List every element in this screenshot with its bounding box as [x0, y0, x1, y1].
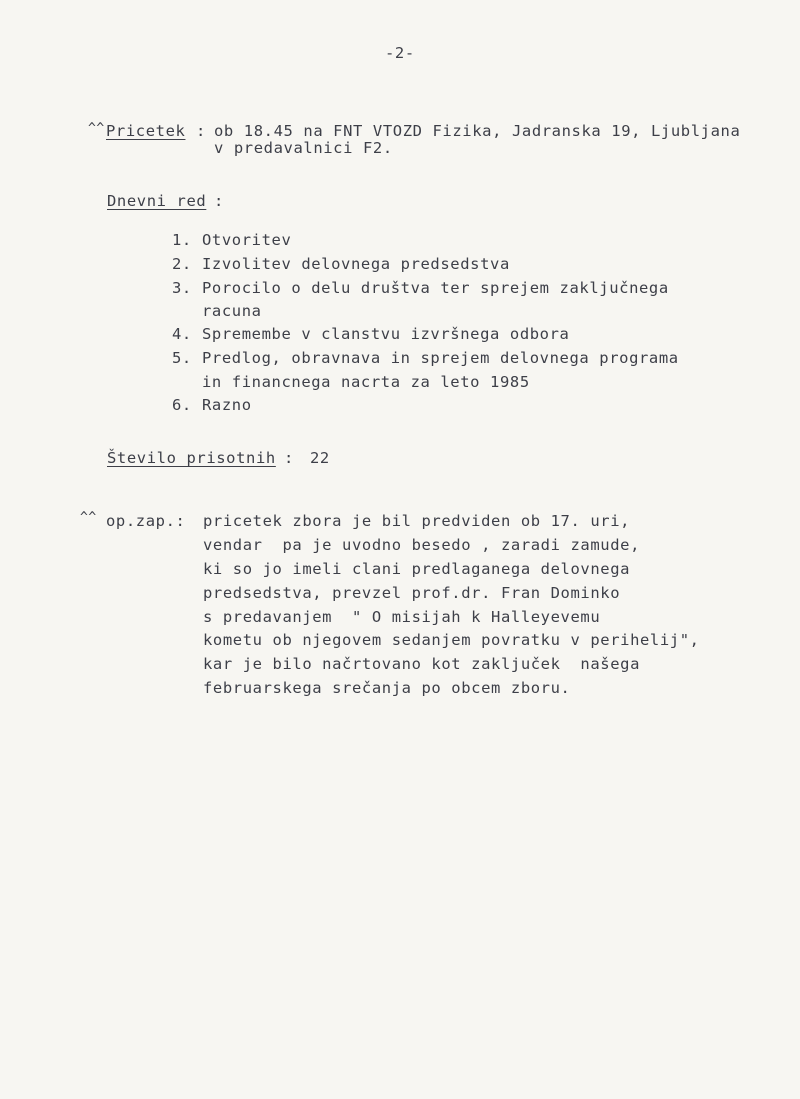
attendance-separator: : [284, 449, 294, 467]
start-separator: : [196, 122, 206, 140]
agenda-label: Dnevni red [107, 192, 207, 210]
note-line: kometu ob njegovem sedanjem povratku v perihelij", [203, 631, 700, 649]
agenda-item-number: 4. [172, 325, 192, 343]
agenda-item-text: Otvoritev [202, 231, 292, 249]
attendance-value: 22 [310, 449, 330, 467]
note-marker: ^^ [80, 510, 97, 525]
agenda-item-number: 2. [172, 255, 192, 273]
agenda-item-number: 1. [172, 231, 192, 249]
start-label: Pricetek [106, 122, 186, 140]
attendance-label: Število prisotnih [107, 449, 276, 467]
agenda-item-text-continued: in financnega nacrta za leto 1985 [202, 373, 530, 391]
agenda-item-text: Izvolitev delovnega predsedstva [202, 255, 510, 273]
agenda-item-text-continued: racuna [202, 302, 262, 320]
note-line: kar je bilo načrtovano kot zaključek našega [203, 655, 640, 673]
start-line-1: ob 18.45 na FNT VTOZD Fizika, Jadranska 19, Ljubljana [214, 122, 741, 140]
page-number: -2- [385, 44, 415, 62]
agenda-item-text: Porocilo o delu društva ter sprejem zaključnega [202, 279, 669, 297]
note-line: s predavanjem " O misijah k Halleyevemu [203, 608, 601, 626]
note-line: pricetek zbora je bil predviden ob 17. uri, [203, 512, 631, 530]
agenda-item-text: Predlog, obravnava in sprejem delovnega programa [202, 349, 679, 367]
start-line-2: v predavalnici F2. [214, 139, 393, 157]
note-line: predsedstva, prevzel prof.dr. Fran Dominko [203, 584, 621, 602]
note-label: op.zap.: [106, 512, 186, 530]
agenda-item-number: 6. [172, 396, 192, 414]
agenda-item-number: 3. [172, 279, 192, 297]
agenda-item-text: Razno [202, 396, 252, 414]
note-line: februarskega srečanja po obcem zboru. [203, 679, 571, 697]
agenda-separator: : [214, 192, 224, 210]
note-line: ki so jo imeli clani predlaganega delovnega [203, 560, 631, 578]
note-line: vendar pa je uvodno besedo , zaradi zamude, [203, 536, 640, 554]
agenda-item-text: Spremembe v clanstvu izvršnega odbora [202, 325, 570, 343]
start-marker: ^^ [88, 121, 105, 136]
agenda-item-number: 5. [172, 349, 192, 367]
